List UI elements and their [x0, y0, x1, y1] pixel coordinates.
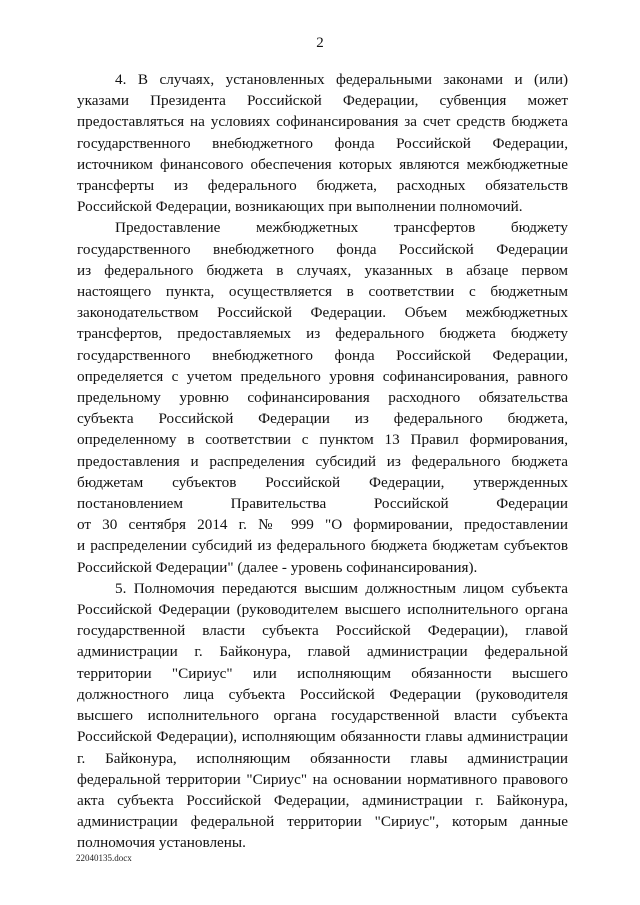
- text-line: администрации федеральной территории "Сириус", которым данные: [77, 813, 568, 831]
- paragraph-clause-4: [77, 69, 568, 217]
- text-line: настоящего пункта, осуществляется в соответствии с бюджетным: [77, 283, 568, 301]
- text-line: постановлением Правительства Российской Федерации: [77, 495, 568, 513]
- text-line: законодательством Российской Федерации. Объем межбюджетных: [77, 304, 568, 322]
- text-line: трансферты из федерального бюджета, расходных обязательств: [77, 177, 568, 195]
- text-line: акта субъекта Российской Федерации, администрации г. Байконура,: [77, 791, 568, 809]
- text-line: полномочия установлены.: [77, 834, 246, 852]
- text-line: государственного внебюджетного фонда Российской Федерации,: [77, 346, 568, 364]
- text-line: Российской Федерации), исполняющим обязанности главы администрации: [77, 728, 568, 746]
- text-line: субъекта Российской Федерации из федерального бюджета,: [77, 410, 568, 428]
- text-line: предоставляться на условиях софинансирования за счет средств бюджета: [77, 113, 568, 131]
- page-number: 2: [316, 35, 324, 51]
- text-line: от 30 сентября 2014 г. № 999 "О формировании, предоставлении: [77, 516, 568, 534]
- text-line: трансфертов, предоставляемых из федерального бюджета бюджету: [77, 325, 568, 343]
- text-line: Предоставление межбюджетных трансфертов бюджету: [115, 219, 568, 237]
- text-line: определяется с учетом предельного уровня софинансирования, равного: [77, 367, 568, 385]
- text-line: из федерального бюджета в случаях, указанных в абзаце первом: [77, 261, 568, 279]
- text-line: государственного внебюджетного фонда Российской Федерации: [77, 240, 568, 258]
- text-line: государственной власти субъекта Российской Федерации), главой: [77, 622, 568, 640]
- text-line: федеральной территории "Сириус" на основании нормативного правового: [77, 770, 568, 788]
- text-line: и распределении субсидий из федерального бюджета бюджетам субъектов: [77, 537, 568, 555]
- text-line: предельному уровню софинансирования расходного обязательства: [77, 389, 568, 407]
- text-line: Российской Федерации, возникающих при выполнении полномочий.: [77, 198, 523, 216]
- text-line: предоставления и распределения субсидий из федерального бюджета: [77, 452, 568, 470]
- text-line: указами Президента Российской Федерации, субвенция может: [77, 92, 568, 110]
- text-line: 4. В случаях, установленных федеральными законами и (или): [115, 71, 568, 88]
- footer-filename: 22040135.docx: [76, 853, 132, 863]
- text-line: Российской Федерации" (далее - уровень софинансирования).: [77, 558, 478, 576]
- text-line: территории "Сириус" или исполняющим обязанности высшего: [77, 664, 568, 682]
- text-line: бюджетам субъектов Российской Федерации, утвержденных: [77, 473, 568, 491]
- text-line: государственного внебюджетного фонда Российской Федерации,: [77, 134, 568, 152]
- text-line: определенному в соответствии с пунктом 13 Правил формирования,: [77, 431, 568, 449]
- text-line: Российской Федерации (руководителем высшего исполнительного органа: [77, 601, 568, 619]
- text-line: г. Байконура, исполняющим обязанности главы администрации: [77, 749, 568, 767]
- text-line: источником финансового обеспечения которых являются межбюджетные: [77, 155, 568, 173]
- text-line: высшего исполнительного органа государственной власти субъекта: [77, 707, 568, 725]
- text-line: 5. Полномочия передаются высшим должностным лицом субъекта: [115, 579, 568, 597]
- document-body: [77, 69, 568, 854]
- paragraph-clause-5: [77, 578, 568, 854]
- text-line: администрации г. Байконура, главой администрации федеральной: [77, 643, 568, 661]
- text-line: должностного лица субъекта Российской Федерации (руководителя: [77, 685, 568, 703]
- paragraph-transfers: [77, 217, 568, 577]
